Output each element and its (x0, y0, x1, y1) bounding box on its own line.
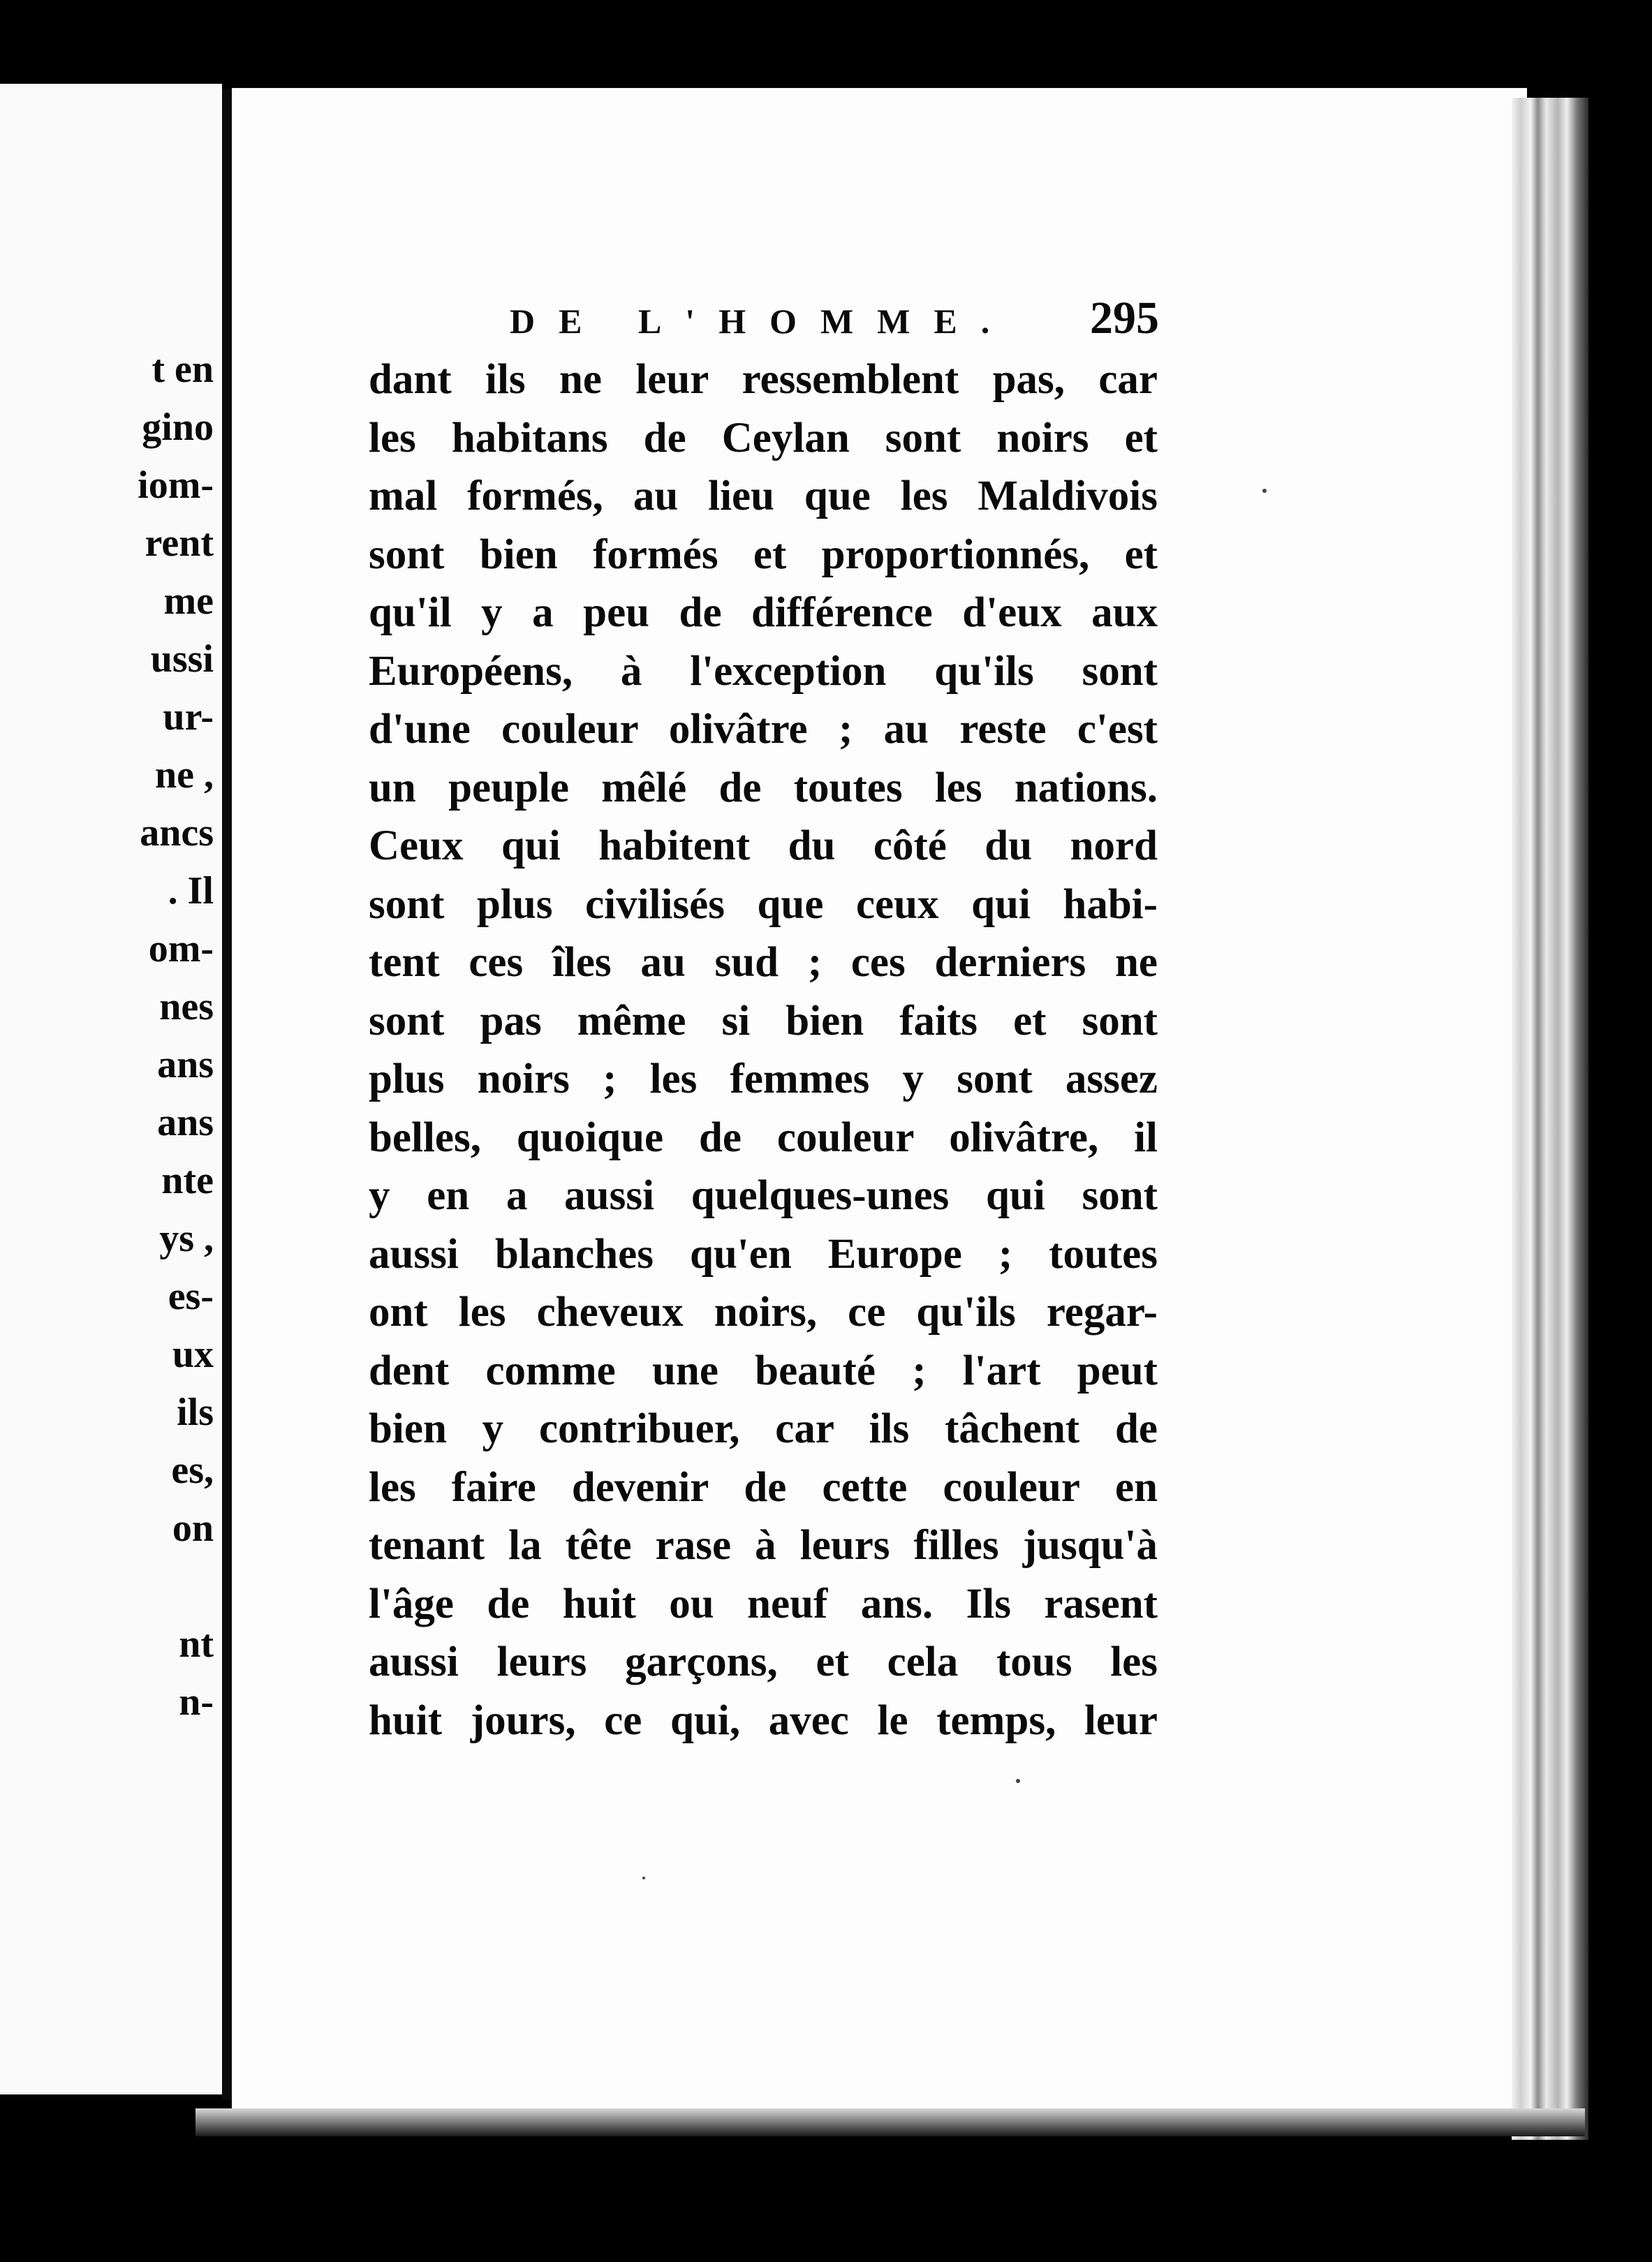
text-line: sont plus civilisés que ceux qui habi- (369, 880, 1158, 928)
previous-page-line: om- (148, 927, 214, 970)
previous-page (0, 84, 222, 2094)
text-line: tenant la tête rase à leurs filles jusqu'à (369, 1522, 1158, 1569)
previous-page-line: ussi (150, 637, 214, 681)
text-line: un peuple mêlé de toutes les nations. (369, 764, 1158, 811)
paper-speck (642, 1877, 645, 1879)
text-line: sont bien formés et proportionnés, et (369, 531, 1158, 578)
text-line: les habitans de Ceylan sont noirs et (369, 414, 1158, 461)
previous-page-line: ans (157, 1043, 214, 1086)
previous-page-line (138, 1558, 214, 1616)
text-line: dant ils ne leur ressemblent pas, car (369, 356, 1158, 403)
previous-page-line: nes (159, 985, 214, 1028)
previous-page-line: ans (157, 1101, 214, 1144)
paper-speck (1262, 489, 1267, 493)
page-body-text (369, 350, 1158, 1750)
previous-page-line: . Il (168, 869, 214, 912)
previous-page-line: rent (145, 522, 214, 565)
text-line: dent comme une beauté ; l'art peut (369, 1347, 1158, 1394)
previous-page-line: t en (152, 348, 214, 391)
previous-page-line: es- (168, 1275, 214, 1318)
previous-page-line: n- (179, 1680, 214, 1724)
page-header (510, 292, 1159, 341)
previous-page-line: ancs (140, 811, 214, 855)
text-line: belles, quoique de couleur olivâtre, il (369, 1114, 1158, 1161)
text-line: d'une couleur olivâtre ; au reste c'est (369, 706, 1158, 753)
text-line: Européens, à l'exception qu'ils sont (369, 647, 1158, 695)
text-line: qu'il y a peu de différence d'eux aux (369, 589, 1158, 636)
previous-page-line: iom- (138, 464, 214, 507)
previous-page-line: nt (179, 1622, 214, 1666)
text-line: aussi blanches qu'en Europe ; toutes (369, 1230, 1158, 1278)
text-line: ont les cheveux noirs, ce qu'ils regar- (369, 1289, 1158, 1336)
text-line: l'âge de huit ou neuf ans. Ils rasent (369, 1580, 1158, 1627)
page-number: 295 (1090, 293, 1159, 343)
text-line: mal formés, au lieu que les Maldivois (369, 473, 1158, 519)
previous-page-line: ur- (163, 695, 214, 739)
text-line: plus noirs ; les femmes y sont assez (369, 1056, 1158, 1102)
text-line: y en a aussi quelques-unes qui sont (369, 1172, 1158, 1219)
page-edge-shading (1512, 98, 1588, 2140)
page-gutter (222, 89, 232, 2100)
previous-page-line: me (163, 579, 214, 623)
previous-page-line: ils (177, 1391, 214, 1434)
text-line: bien y contribuer, car ils tâchent de (369, 1405, 1158, 1452)
previous-page-line: nte (161, 1159, 214, 1202)
previous-page-line: gino (142, 406, 214, 449)
text-line: sont pas même si bien faits et sont (369, 997, 1158, 1044)
previous-page-line: ux (172, 1333, 214, 1376)
text-line: les faire devenir de cette couleur en (369, 1463, 1158, 1511)
previous-page-text (138, 341, 214, 1731)
previous-page-line: es, (171, 1449, 214, 1492)
previous-page-line: ne , (155, 753, 214, 797)
previous-page-line: ys , (159, 1217, 214, 1260)
previous-page-line: on (172, 1507, 214, 1550)
running-title: DE L'HOMME. (510, 302, 1014, 341)
text-line: aussi leurs garçons, et cela tous les (369, 1639, 1158, 1685)
page-bottom-shadow (196, 2108, 1585, 2136)
text-line: huit jours, ce qui, avec le temps, leur (369, 1696, 1158, 1744)
paper-speck (1016, 1779, 1020, 1783)
text-line: tent ces îles au sud ; ces derniers ne (369, 939, 1158, 986)
text-line: Ceux qui habitent du côté du nord (369, 822, 1158, 869)
